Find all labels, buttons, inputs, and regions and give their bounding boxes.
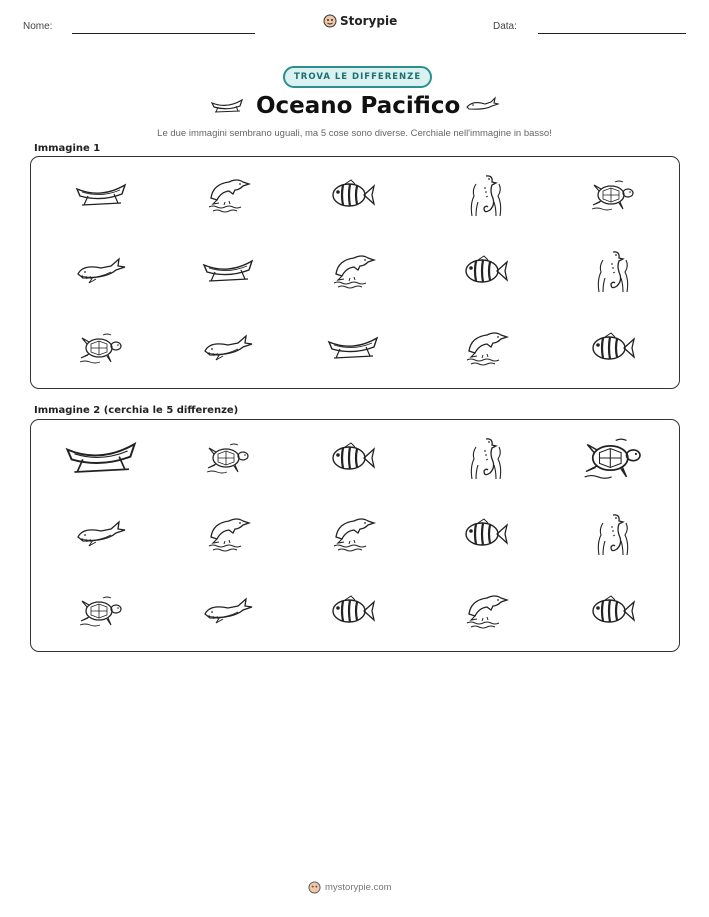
fish-icon [578, 318, 648, 378]
footer [308, 881, 392, 894]
seahorse-icon [578, 241, 648, 301]
page-title: Oceano Pacifico [256, 93, 461, 119]
image1-label: Immagine 1 [34, 143, 101, 154]
dolphin-icon[interactable] [193, 504, 263, 564]
dolphin-icon[interactable] [451, 581, 521, 641]
name-field[interactable] [72, 33, 255, 34]
instructions: Le due immagini sembrano uguali, ma 5 cose sono diverse. Cerchiale nell'immagine in basso! [157, 128, 552, 139]
canoe-icon [318, 318, 388, 378]
whale-icon [465, 96, 499, 114]
turtle-icon[interactable] [578, 428, 648, 488]
storypie-mascot-icon [308, 881, 321, 894]
seahorse-icon[interactable] [578, 504, 648, 564]
activity-badge: TROVA LE DIFFERENZE [283, 66, 432, 88]
fish-icon[interactable] [318, 428, 388, 488]
fish-icon[interactable] [451, 504, 521, 564]
brand-logo [323, 14, 397, 28]
date-field[interactable] [538, 33, 686, 34]
fish-icon[interactable] [318, 581, 388, 641]
turtle-icon [66, 318, 136, 378]
name-label: Nome: [23, 21, 53, 32]
seahorse-icon[interactable] [451, 428, 521, 488]
turtle-icon [578, 165, 648, 225]
seahorse-icon [451, 165, 521, 225]
whale-icon [66, 241, 136, 301]
whale-icon [193, 318, 263, 378]
canoe-icon[interactable] [66, 428, 136, 488]
dolphin-icon [318, 241, 388, 301]
fish-icon [451, 241, 521, 301]
whale-icon[interactable] [66, 504, 136, 564]
image1-frame [30, 156, 680, 389]
turtle-icon[interactable] [193, 428, 263, 488]
dolphin-icon [451, 318, 521, 378]
image2-frame[interactable] [30, 419, 680, 652]
fish-icon[interactable] [578, 581, 648, 641]
date-label: Data: [493, 21, 517, 32]
storypie-mascot-icon [323, 14, 337, 28]
footer-url: mystorypie.com [325, 882, 392, 893]
image2-label: Immagine 2 (cerchia le 5 differenze) [34, 405, 239, 416]
canoe-icon [66, 165, 136, 225]
canoe-icon [193, 241, 263, 301]
brand-name: Storypie [340, 14, 398, 28]
turtle-icon[interactable] [66, 581, 136, 641]
dolphin-icon [193, 165, 263, 225]
canoe-icon [210, 97, 244, 115]
dolphin-icon[interactable] [318, 504, 388, 564]
whale-icon[interactable] [193, 581, 263, 641]
fish-icon [318, 165, 388, 225]
